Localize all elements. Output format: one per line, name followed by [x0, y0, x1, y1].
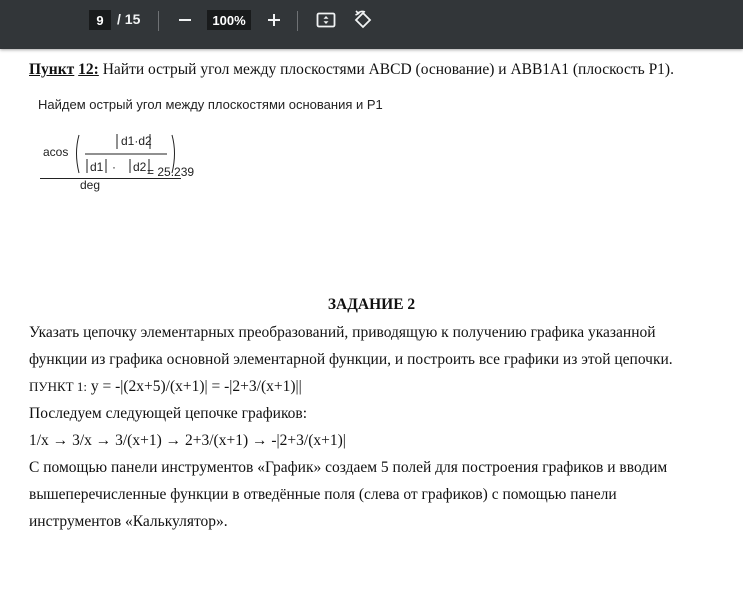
formula-denominator-a: d1 — [90, 160, 104, 174]
section-text: Найти острый угол между плоскостями ABCD (основание) и ABB1A1 (плоскость P1). — [98, 61, 674, 78]
formula-divisor: deg — [80, 178, 101, 192]
mathcad-caption: Найдем острый угол между плоскостями основания и P1 — [38, 97, 383, 112]
chain-step: -|2+3/(x+1)| — [271, 432, 346, 449]
plus-icon — [267, 13, 281, 27]
arrow-icon: → — [52, 432, 69, 449]
chain-step: 3/x — [72, 432, 92, 449]
page-number-input[interactable]: 9 — [89, 10, 111, 30]
minus-icon — [178, 13, 192, 27]
rotate-button[interactable] — [351, 8, 375, 32]
task-2-paragraph-2: функции из графика основной элементарной функции, и построить все графики из этой цепочки. — [29, 351, 673, 368]
task-2-paragraph-5: вышеперечисленные функции в отведённые поля (слева от графиков) с помощью панели — [29, 486, 617, 503]
formula-denominator-b: d2 — [133, 160, 147, 174]
zoom-out-button[interactable] — [173, 8, 197, 32]
task-2-paragraph-1: Указать цепочку элементарных преобразований, приводящую к получению графика указанной — [29, 324, 656, 341]
chain-step: 1/x — [29, 432, 49, 449]
arrow-icon: → — [95, 432, 112, 449]
task-2-paragraph-4: С помощью панели инструментов «График» создаем 5 полей для построения графиков и вводим — [29, 459, 668, 476]
item-label: ПУНКТ 1: — [29, 379, 87, 394]
item-1-line — [29, 378, 302, 396]
item-formula: y = -|(2x+5)/(x+1)| = -|2+3/(x+1)|| — [90, 378, 302, 395]
pdf-toolbar — [0, 0, 743, 49]
toolbar-divider — [297, 11, 298, 31]
task-2-paragraph-6: инструментов «Калькулятор». — [29, 513, 228, 530]
zoom-level-input[interactable]: 100% — [207, 10, 251, 30]
section-number: 12: — [78, 61, 99, 78]
rotate-icon — [353, 10, 373, 30]
chain-step: 3/(x+1) — [115, 432, 162, 449]
arrow-icon: → — [252, 432, 268, 449]
document-page — [0, 49, 743, 601]
page-total-label: / 15 — [117, 11, 141, 27]
formula-acos: acos — [43, 145, 69, 159]
section-12-line — [29, 61, 674, 79]
fit-page-icon — [316, 11, 336, 29]
graph-chain — [29, 432, 346, 450]
angle-formula — [40, 131, 210, 191]
arrow-icon: → — [165, 432, 182, 449]
zoom-in-button[interactable] — [262, 8, 286, 32]
section-label: Пункт — [29, 61, 75, 78]
toolbar-divider — [158, 11, 159, 31]
formula-denominator-dot: · — [112, 160, 116, 174]
task-2-heading: ЗАДАНИЕ 2 — [327, 296, 416, 313]
formula-numerator: d1·d2 — [121, 134, 152, 148]
chain-step: 2+3/(x+1) — [185, 432, 249, 449]
formula-result: = 25.239 — [147, 165, 195, 179]
fit-to-page-button[interactable] — [314, 8, 338, 32]
task-2-paragraph-3: Последуем следующей цепочке графиков: — [29, 405, 308, 422]
